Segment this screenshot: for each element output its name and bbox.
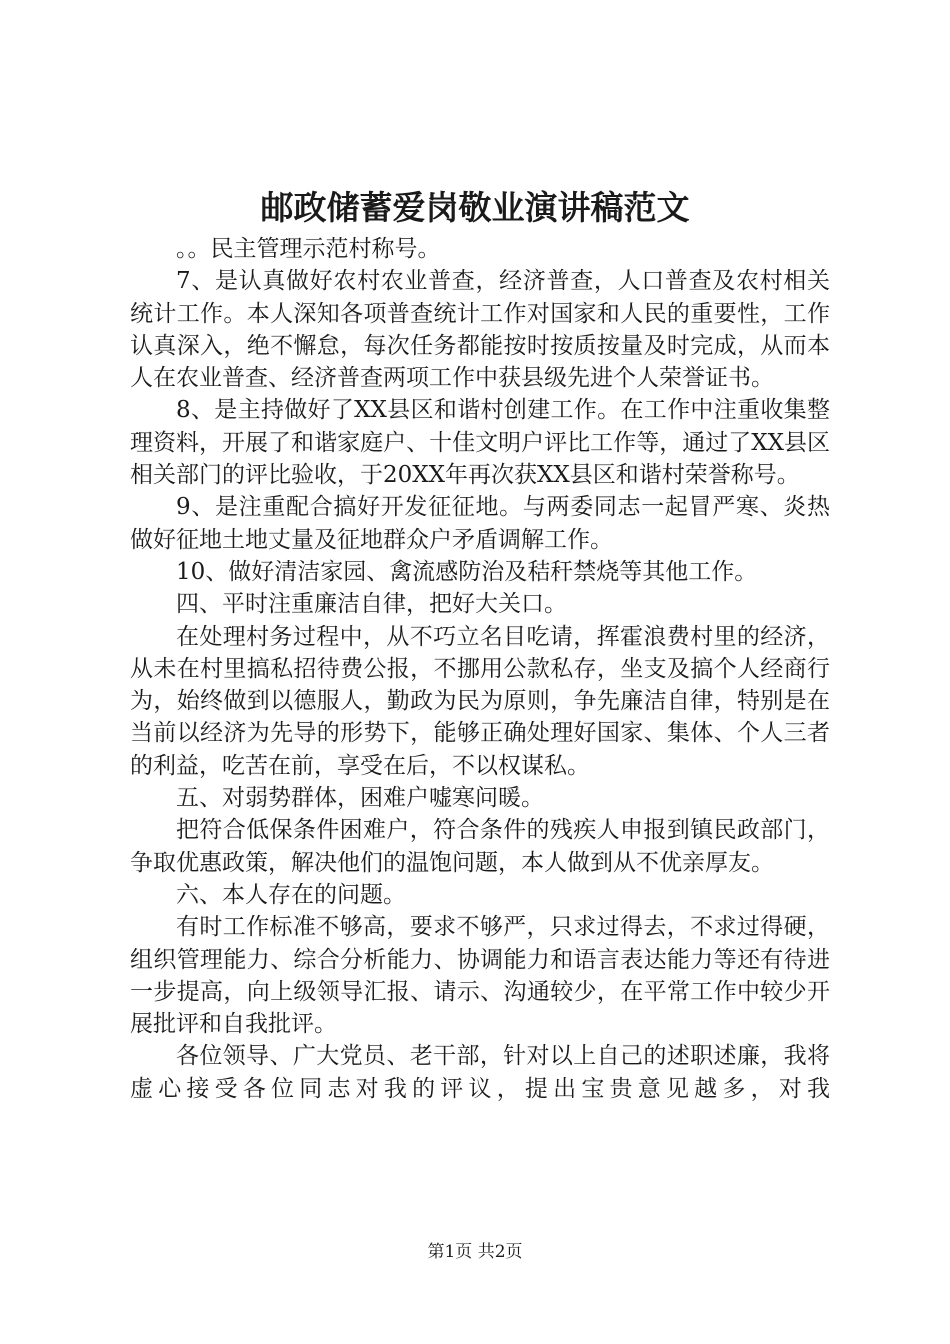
paragraph: 。。民主管理示范村称号。	[176, 236, 441, 262]
paragraph: 8、是主持做好了XX县区和谐村创建工作。在工作中注重收集整理资料，开展了和谐家庭户、十佳文明户评比工作等，通过了XX县区相关部门的评比验收，于20XX年再次获XX县区和谐村荣誉称号。	[130, 397, 830, 489]
paragraph: 四、平时注重廉洁自律，把好大关口。	[176, 591, 567, 618]
paragraph: 把符合低保条件困难户，符合条件的残疾人申报到镇民政部门，争取优惠政策，解决他们的温饱问题，本人做到从不优亲厚友。	[130, 817, 830, 876]
page-number: 第1页 共2页	[427, 1242, 523, 1262]
paragraph: 各位领导、广大党员、老干部，针对以上自己的述职述廉，我将虚心接受各位同志对我的评议，提出宝贵意见越多，对我	[130, 1043, 830, 1102]
paragraph: 9、是注重配合搞好开发征征地。与两委同志一起冒严寒、炎热做好征地土地丈量及征地群众户矛盾调解工作。	[130, 494, 830, 553]
paragraph: 10、做好清洁家园、禽流感防治及秸秆禁烧等其他工作。	[176, 558, 758, 585]
paragraph: 7、是认真做好农村农业普查，经济普查，人口普查及农村相关统计工作。本人深知各项普查统计工作对国家和人民的重要性，工作认真深入，绝不懈怠，每次任务都能按时按质按量及时完成，从而本人在农业普查、经济普查两项工作中获县级先进个人荣誉证书。	[130, 268, 830, 392]
document-body	[130, 233, 830, 1105]
document-title: 邮政储蓄爱岗敬业演讲稿范文	[260, 188, 690, 227]
paragraph: 在处理村务过程中，从不巧立名目吃请，挥霍浪费村里的经济，从未在村里搞私招待费公报，不挪用公款私存，坐支及搞个人经商行为，始终做到以德服人，勤政为民为原则，争先廉洁自律，特别是在当前以经济为先导的形势下，能够正确处理好国家、集体、个人三者的利益，吃苦在前，享受在后，不以权谋私。	[130, 623, 830, 779]
paragraph: 有时工作标准不够高，要求不够严，只求过得去，不求过得硬，组织管理能力、综合分析能力、协调能力和语言表达能力等还有待进一步提高，向上级领导汇报、请示、沟通较少，在平常工作中较少开展批评和自我批评。	[130, 914, 830, 1038]
paragraph: 五、对弱势群体，困难户嘘寒问暖。	[176, 785, 544, 812]
paragraph: 六、本人存在的问题。	[176, 881, 406, 908]
